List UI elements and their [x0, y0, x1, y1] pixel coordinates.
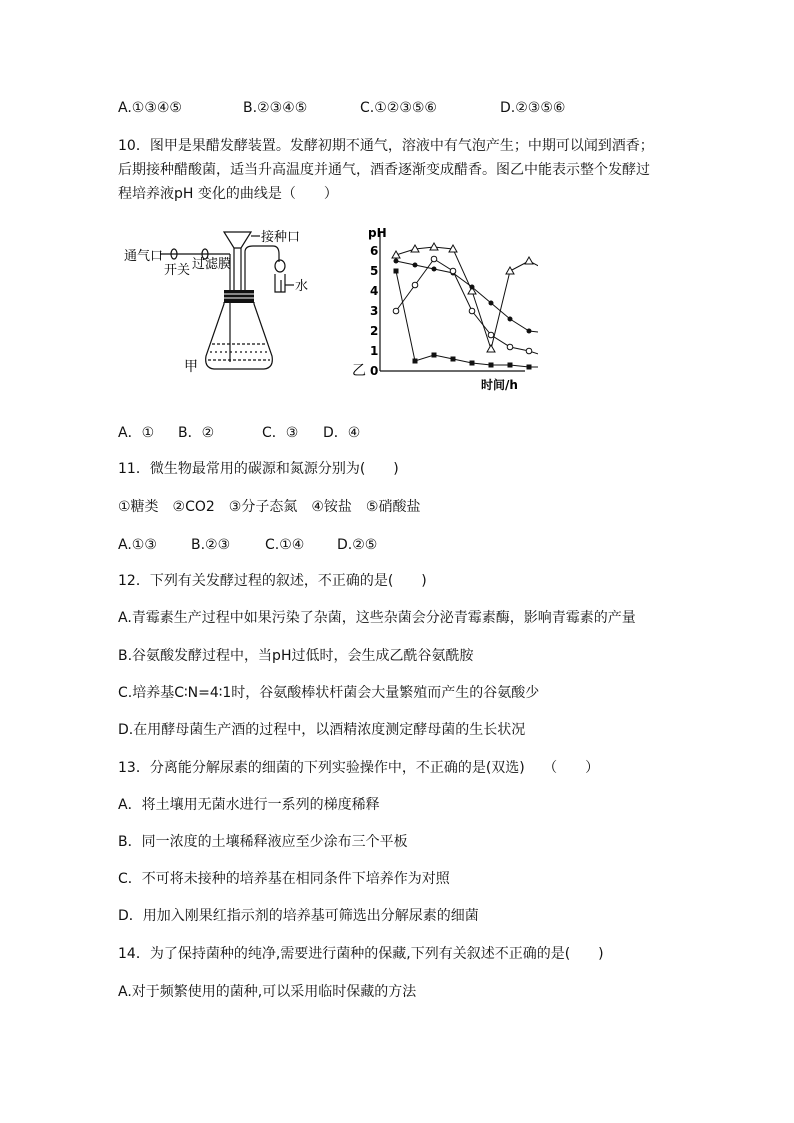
y-tick-label: 3 — [370, 304, 379, 318]
data-point-triangle — [525, 257, 533, 264]
label-water: 水 — [295, 279, 309, 294]
y-tick-label: 0 — [370, 364, 379, 378]
y-axis-label: pH — [368, 226, 387, 240]
series-line-2 — [396, 261, 538, 333]
label-filter: 过滤膜 — [192, 257, 232, 272]
rubber-stopper — [224, 290, 254, 303]
series-line-3 — [396, 259, 538, 357]
data-point-dot — [413, 263, 418, 268]
q10-option-d: D．④ — [323, 425, 361, 441]
q11-option-d: D.②⑤ — [337, 537, 378, 553]
y-tick-label: 4 — [370, 284, 379, 298]
data-point-dot — [432, 267, 437, 272]
data-point-dot — [470, 285, 475, 290]
q13-option-c: C．不可将未接种的培养基在相同条件下培养作为对照 — [118, 871, 450, 887]
data-point-circle — [412, 282, 418, 288]
data-point-triangle — [506, 267, 514, 274]
water-bottle — [275, 274, 285, 292]
q9-options — [118, 99, 565, 117]
data-point-dot — [527, 329, 532, 334]
q11-stem: 11．微生物最常用的碳源和氮源分别为( ) — [118, 461, 399, 477]
q12-stem: 12．下列有关发酵过程的叙述，不正确的是( ) — [118, 573, 427, 589]
y-tick-label: 1 — [370, 344, 379, 358]
q13-stem: 13．分离能分解尿素的细菌的下列实验操作中，不正确的是(双选) （ ） — [118, 760, 600, 776]
q9-option-a: A.①③④⑤ — [118, 100, 182, 116]
q10-option-c: C．③ — [262, 425, 299, 441]
ph-chart — [352, 226, 538, 392]
q10-stem-line3: 程培养液pH 变化的曲线是（ ） — [118, 186, 338, 202]
label-switch: 开关 — [164, 263, 191, 278]
label-inlet: 通气口 — [124, 249, 164, 264]
data-point-circle — [507, 344, 513, 350]
data-point-square — [508, 363, 513, 368]
data-point-triangle — [430, 243, 438, 250]
data-point-square — [489, 363, 494, 368]
data-point-square — [451, 357, 456, 362]
label-inoculation: 接种口 — [261, 230, 301, 245]
data-point-square — [432, 353, 437, 358]
y-tick-label: 6 — [370, 244, 379, 258]
data-point-circle — [469, 308, 475, 314]
q10-figure — [118, 222, 538, 406]
q9-option-d: D.②③⑤⑥ — [500, 100, 566, 116]
data-point-dot — [489, 301, 494, 306]
q10-option-b: B．② — [178, 425, 215, 441]
y-tick-label: 2 — [370, 324, 379, 338]
q10-stem-line2: 后期接种醋酸菌，适当升高温度并通气，酒香逐渐变成醋香。图乙中能表示整个发酵过 — [118, 162, 650, 178]
q12-option-c: C.培养基C∶N=4∶1时，谷氨酸棒状杆菌会大量繁殖而产生的谷氨酸少 — [118, 685, 540, 701]
q10-option-a: A．① — [118, 425, 155, 441]
q10-options — [118, 424, 360, 442]
label-yi: 乙 — [352, 363, 366, 379]
x-axis-label: 时间/h — [481, 378, 518, 392]
inoculation-funnel — [224, 232, 251, 248]
q12-option-a: A.青霉素生产过程中如果污染了杂菌，这些杂菌会分泌青霉素酶，影响青霉素的产量 — [118, 610, 636, 626]
q11-option-a: A.①③ — [118, 537, 157, 553]
data-point-circle — [393, 308, 399, 314]
exhaust-tube — [245, 246, 279, 292]
q12-option-d: D.在用酵母菌生产酒的过程中，以酒精浓度测定酵母菌的生长状况 — [118, 722, 526, 738]
label-jia: 甲 — [184, 359, 198, 375]
data-point-square — [413, 359, 418, 364]
data-point-circle — [450, 268, 456, 274]
data-point-circle — [431, 256, 437, 262]
q14-stem: 14．为了保持菌种的纯净,需要进行菌种的保藏,下列有关叙述不正确的是( ) — [118, 946, 604, 962]
q10-stem-line1: 10．图甲是果醋发酵装置。发酵初期不通气，溶液中有气泡产生；中期可以闻到酒香； — [118, 138, 654, 154]
data-point-square — [527, 365, 532, 370]
q13-option-b: B．同一浓度的土壤稀释液应至少涂布三个平板 — [118, 834, 408, 850]
data-point-circle — [526, 348, 532, 354]
q10-figure-svg — [118, 222, 538, 402]
q9-option-c: C.①②③⑤⑥ — [360, 100, 437, 116]
y-tick-label: 5 — [370, 264, 379, 278]
data-point-dot — [508, 317, 513, 322]
q14-option-a: A.对于频繁使用的菌种,可以采用临时保藏的方法 — [118, 984, 417, 1000]
data-point-circle — [488, 332, 494, 338]
q12-option-b: B.谷氨酸发酵过程中，当pH过低时，会生成乙酰谷氨酰胺 — [118, 648, 474, 664]
q13-option-d: D．用加入刚果红指示剂的培养基可筛选出分解尿素的细菌 — [118, 908, 479, 924]
q9-option-b: B.②③④⑤ — [243, 100, 308, 116]
q11-options — [118, 536, 377, 554]
data-point-square — [470, 361, 475, 366]
data-point-triangle — [487, 345, 495, 352]
q11-option-b: B.②③ — [191, 537, 231, 553]
q11-option-c: C.①④ — [265, 537, 305, 553]
data-point-dot — [394, 259, 399, 264]
q13-option-a: A．将土壤用无菌水进行一系列的梯度稀释 — [118, 797, 380, 813]
series-line-1 — [396, 247, 538, 349]
q11-items: ①糖类 ②CO2 ③分子态氮 ④铵盐 ⑤硝酸盐 — [118, 499, 421, 515]
data-point-square — [394, 269, 399, 274]
conical-flask — [206, 302, 273, 369]
